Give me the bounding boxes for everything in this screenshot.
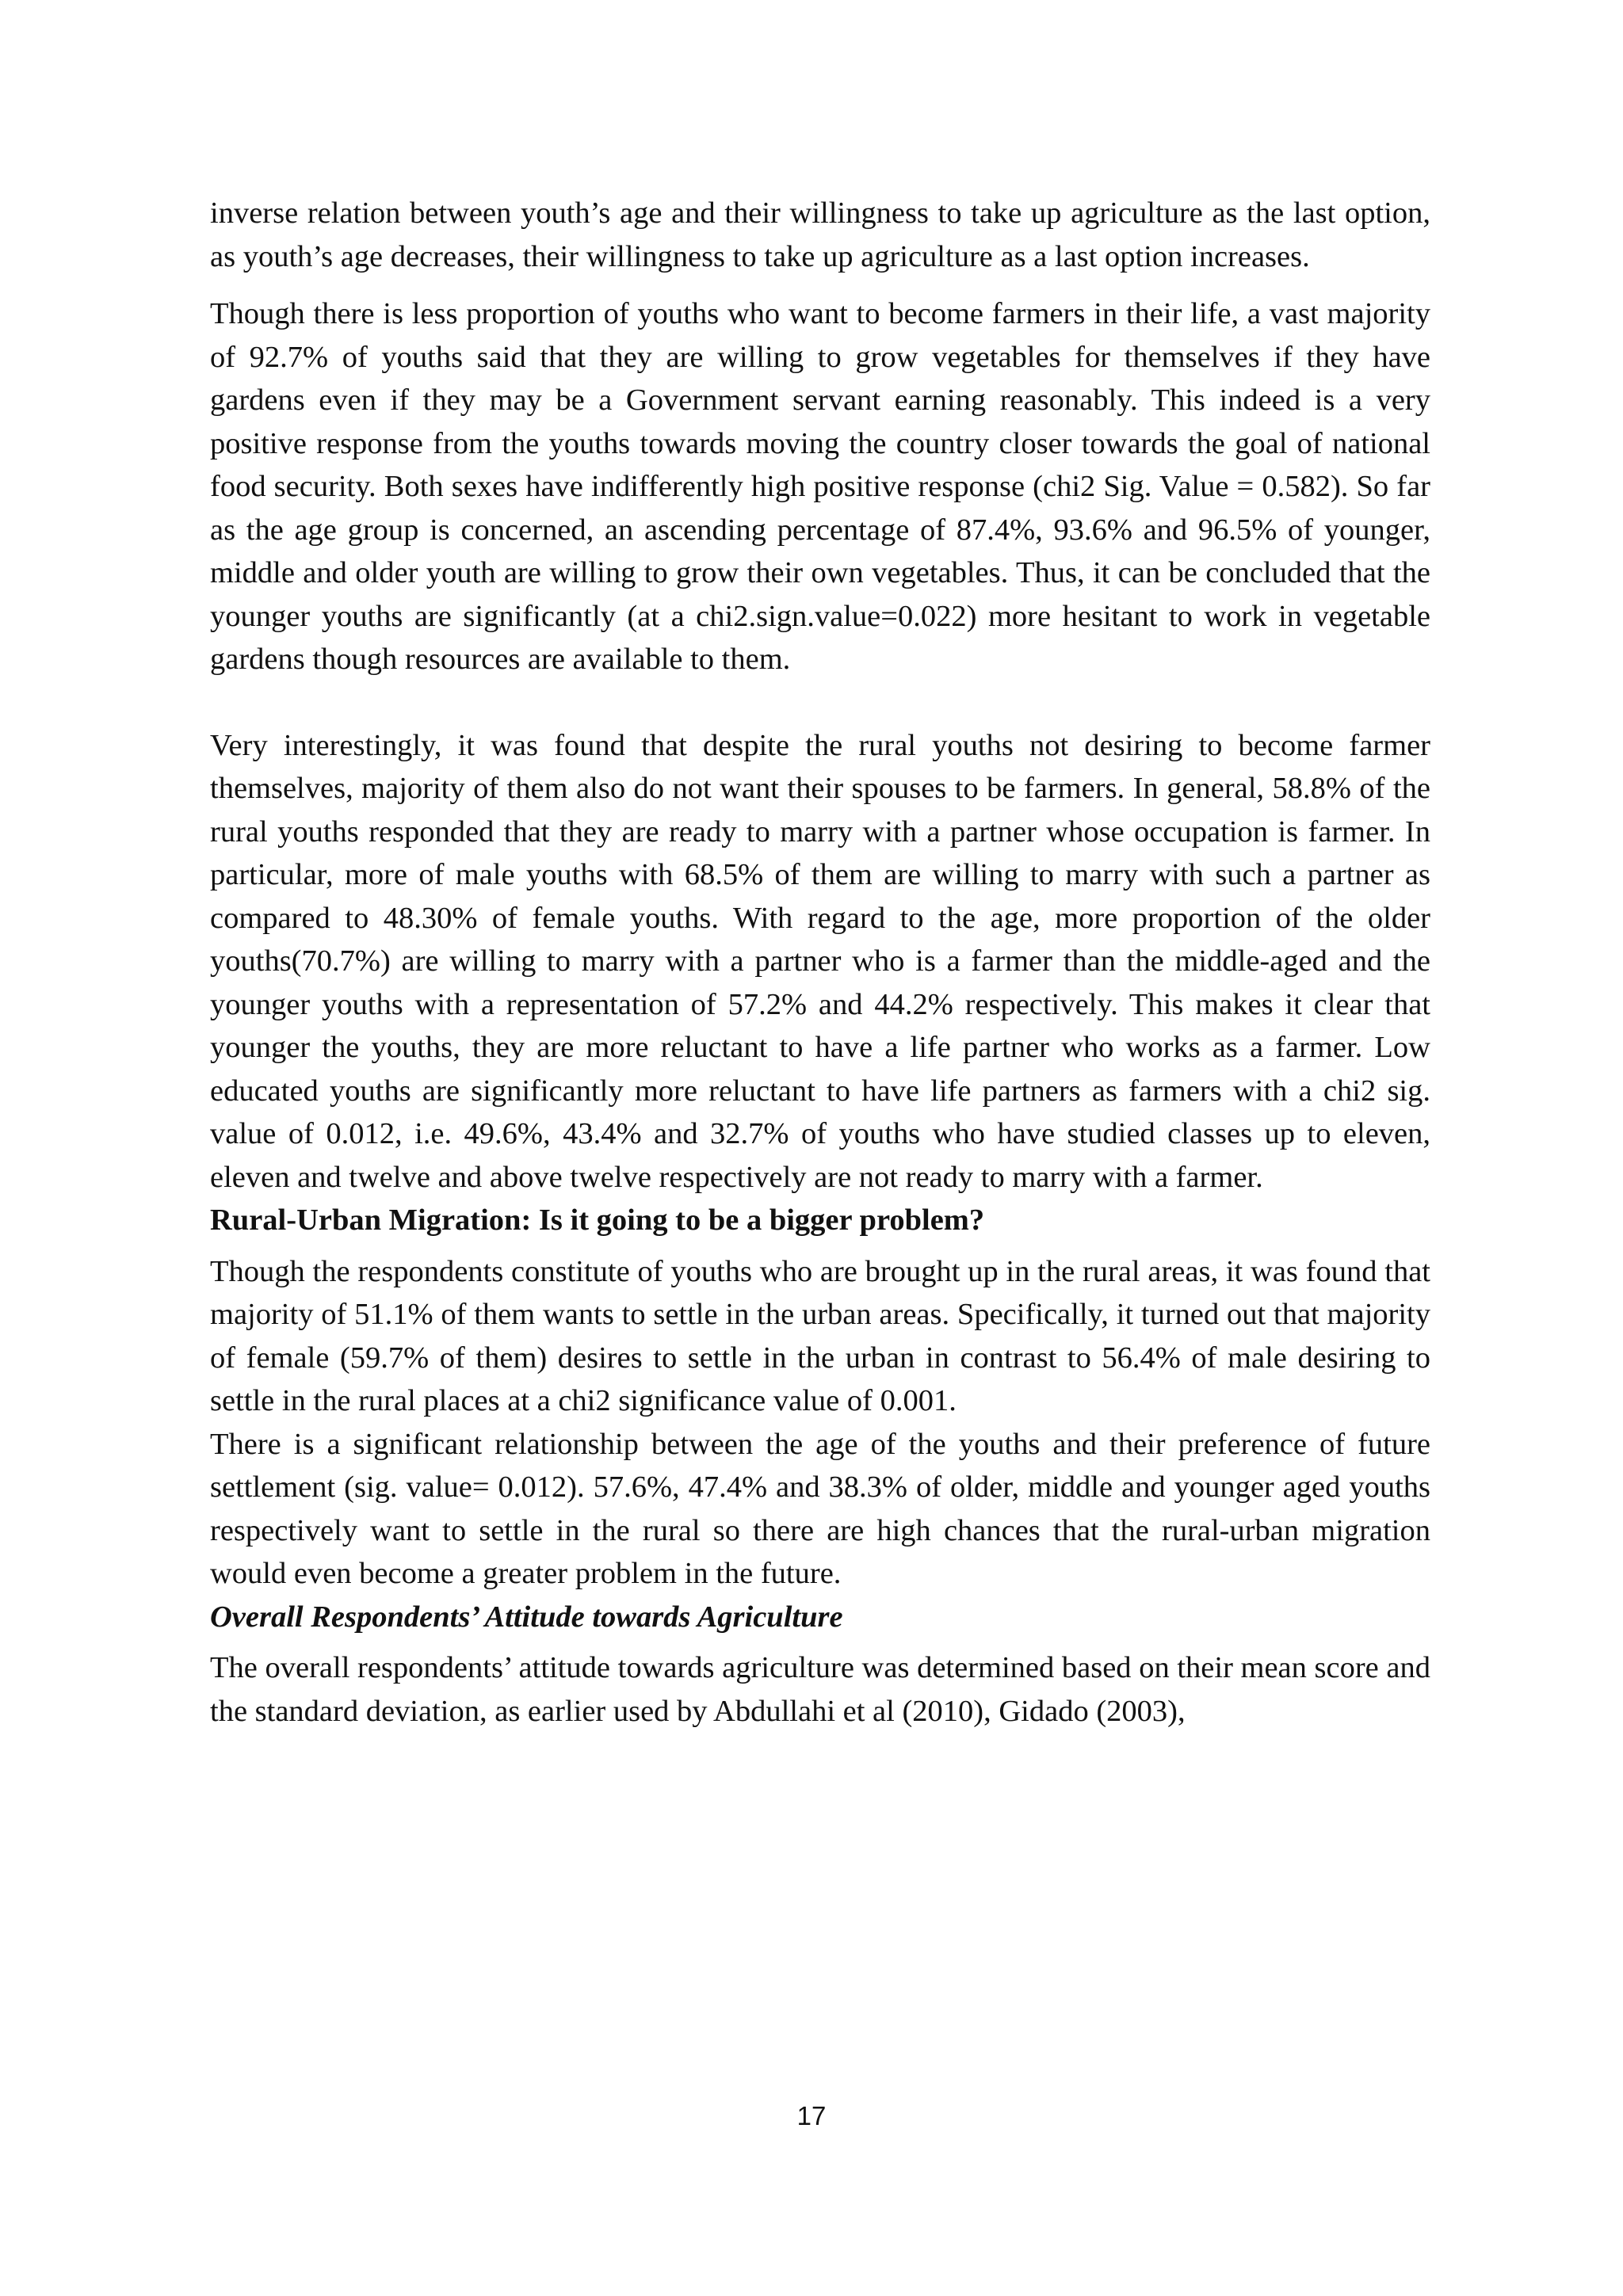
paragraph-overall-attitude: The overall respondents’ attitude towards agriculture was determined based on their mean score and the standard deviation, as earlier used by Abdullahi et al (2010), Gidado (2003), xyxy=(210,1651,1430,1728)
paragraph-settlement-preference: Though the respondents constitute of youths who are brought up in the rural areas, it was found that majority of 51.1% of them wants to settle in the urban areas. Specifically, it turned out that majority of female (59.7% of them) desires to settle in the urban in contrast to 56.4% of male desiring to settle in the rural places at a chi2 significance value of 0.001. xyxy=(210,1254,1430,1417)
paragraph-vegetable-gardens: Though there is less proportion of youths who want to become farmers in their life, a vast majority of 92.7% of youths said that they are willing to grow vegetables for themselves if they have gardens even if they may be a Government servant earning reasonably. This indeed is a very positive response from the youths towards moving the country closer towards the goal of national food security. Both sexes have indifferently high positive response (chi2 Sig. Value = 0.582). So far as the age group is concerned, an ascending percentage of 87.4%, 93.6% and 96.5% of younger, middle and older youth are willing to grow their own vegetables. Thus, it can be concluded that the younger youths are significantly (at a chi2.sign.value=0.022) more hesitant to work in vegetable gardens though resources are available to them. xyxy=(210,297,1430,676)
paragraph-age-settlement: There is a significant relationship between the age of the youths and their preference of future settlement (sig. value= 0.012). 57.6%, 47.4% and 38.3% of older, middle and younger aged youths respectively want to settle in the rural so there are high chances that the rural-urban migration would even become a greater problem in the future. xyxy=(210,1427,1430,1590)
paragraph-age-relation: inverse relation between youth’s age and their willingness to take up agriculture as the last option, as youth’s age decreases, their willingness to take up agriculture as a last option increases. xyxy=(210,196,1430,273)
section-heading-migration: Rural-Urban Migration: Is it going to be a bigger problem? xyxy=(210,1203,985,1237)
page-number: 17 xyxy=(796,2101,827,2130)
page-body xyxy=(210,192,1430,1733)
paragraph-spouse-farmers: Very interestingly, it was found that despite the rural youths not desiring to become farmer themselves, majority of them also do not want their spouses to be farmers. In general, 58.8% of the rural youths responded that they are ready to marry with a partner whose occupation is farmer. In particular, more of male youths with 68.5% of them are willing to marry with such a partner as compared to 48.30% of female youths. With regard to the age, more proportion of the older youths(70.7%) are willing to marry with a partner who is a farmer than the middle-aged and the younger youths with a representation of 57.2% and 44.2% respectively. This makes it clear that younger the youths, they are more reluctant to have a life partner who works as a farmer. Low educated youths are significantly more reluctant to have life partners as farmers with a chi2 sig. value of 0.012, i.e. 49.6%, 43.4% and 32.7% of youths who have studied classes up to eleven, eleven and twelve and above twelve respectively are not ready to marry with a farmer. xyxy=(210,728,1430,1194)
section-heading-attitude: Overall Respondents’ Attitude towards Agriculture xyxy=(210,1600,843,1634)
